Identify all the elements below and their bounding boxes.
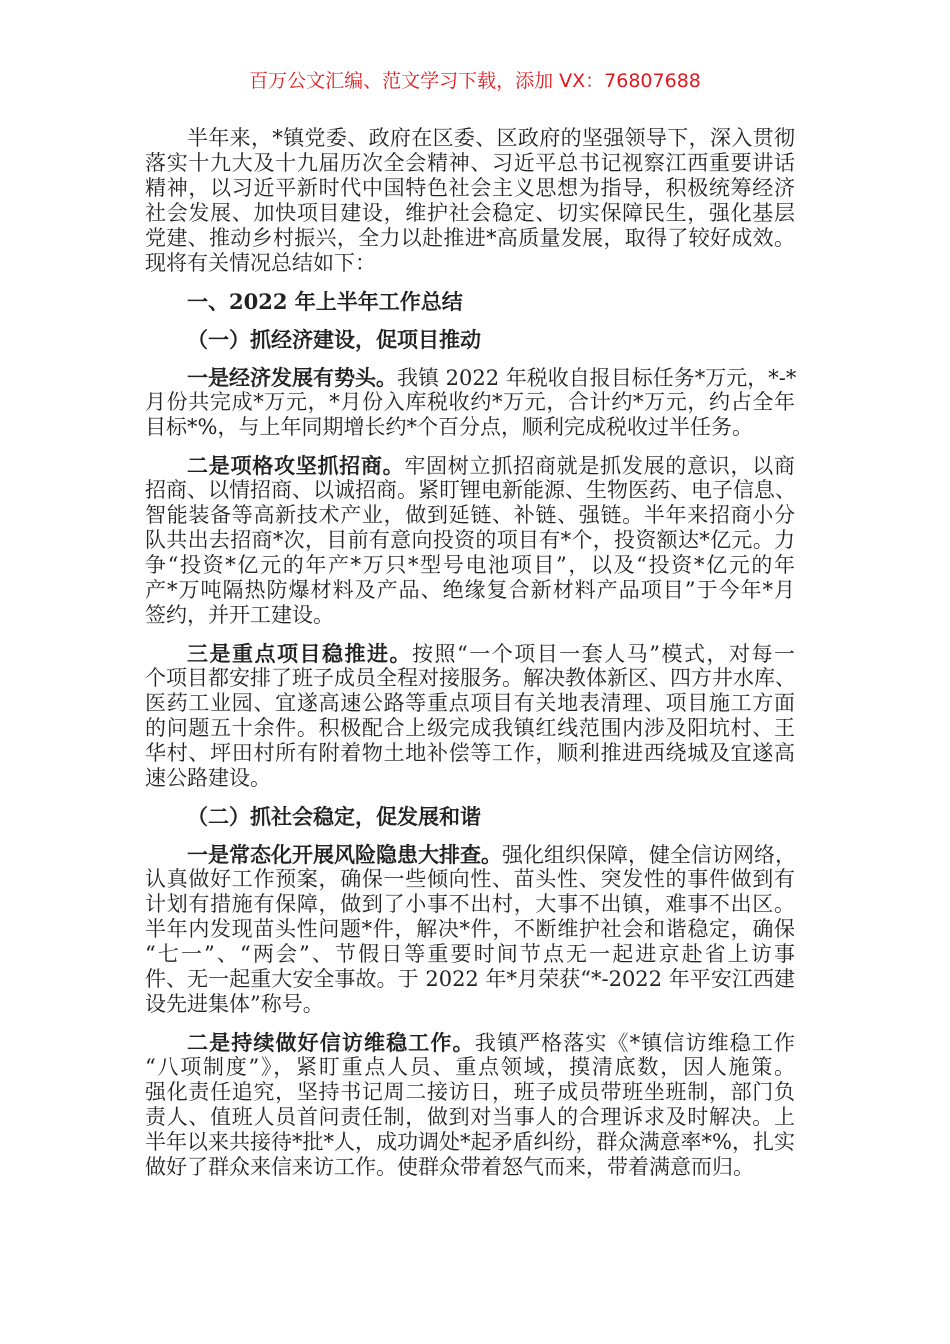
document-body	[145, 126, 795, 1180]
text-line	[145, 176, 795, 201]
text-line	[145, 151, 795, 176]
line-text: 计划有措施有保障，做到了小事不出村，大事不出镇，难事不出区。	[145, 892, 795, 916]
text-line	[145, 528, 795, 553]
text-line	[145, 942, 795, 967]
text-line	[145, 503, 795, 528]
line-text: 招商、以情招商、以诚招商。紧盯锂电新能源、生物医药、电子信息、	[145, 478, 796, 502]
line-text: 个项目都安排了班子成员全程对接服务。解决教体新区、四方井水库、	[145, 666, 796, 690]
line-text: （一）抓经济建设，促项目推动	[187, 327, 481, 352]
text-line	[145, 553, 795, 578]
line-text: 件、无一起重大安全事故。于 2022 年*月荣获“*-2022 年平安江西建	[145, 967, 795, 991]
line-text: 签约，并开工建设。	[145, 603, 334, 627]
line-text: 医药工业园、宜遂高速公路等重点项目有关地表清理、项目施工方面	[145, 691, 795, 715]
text-line	[145, 804, 795, 829]
paragraph-lead: 一是常态化开展风险隐患大排查。	[187, 842, 502, 867]
paragraph-lead: 一是经济发展有势头。	[187, 365, 397, 390]
line-text: 强化责任追究，坚持书记周二接访日，班子成员带班坐班制，部门负	[145, 1080, 795, 1104]
line-text: 我镇严格落实《*镇信访维稳工作	[474, 1031, 796, 1055]
section-heading	[145, 804, 795, 829]
text-line	[145, 453, 795, 478]
paragraph	[145, 842, 795, 1017]
line-text: 党建、推动乡村振兴，全力以赴推进*高质量发展，取得了较好成效。	[145, 226, 795, 250]
watermark-banner: 百万公文汇编、范文学习下载，添加 VX：76807688	[249, 70, 701, 92]
line-text: 队共出去招商*次，目前有意向投资的项目有*个，投资额达*亿元。力	[145, 528, 795, 552]
line-text: 设先进集体”称号。	[145, 992, 324, 1016]
line-text: 智能装备等高新技术产业，做到延链、补链、强链。半年来招商小分	[145, 503, 795, 527]
text-line	[145, 691, 795, 716]
paragraph-lead: 三是重点项目稳推进。	[187, 641, 413, 666]
line-text: 责人、值班人员首问责任制，做到对当事人的合理诉求及时解决。上	[145, 1105, 795, 1129]
line-text: 社会发展、加快项目建设，维护社会稳定、切实保障民生，强化基层	[145, 201, 795, 225]
text-line	[145, 666, 795, 691]
line-text: 半年来，*镇党委、政府在区委、区政府的坚强领导下，深入贯彻	[187, 126, 795, 150]
paragraph	[145, 453, 795, 628]
text-line	[145, 967, 795, 992]
text-line	[145, 390, 795, 415]
line-text: 强化组织保障，健全信访网络，	[502, 843, 796, 867]
text-line	[145, 741, 795, 766]
line-text: 争“投资*亿元的年产*万只*型号电池项目”，以及“投资*亿元的年	[145, 553, 795, 577]
text-line	[145, 1055, 795, 1080]
line-text: 半年以来共接待*批*人，成功调处*起矛盾纠纷，群众满意率*%，扎实	[145, 1130, 795, 1154]
paragraph-lead: 二是持续做好信访维稳工作。	[187, 1030, 475, 1055]
text-line	[145, 1155, 795, 1180]
text-line	[145, 992, 795, 1017]
paragraph-lead: 二是项格攻坚抓招商。	[187, 453, 405, 478]
text-line	[145, 578, 795, 603]
text-line	[145, 867, 795, 892]
line-text: 速公路建设。	[145, 766, 271, 790]
paragraph	[145, 126, 795, 276]
line-text: 按照“一个项目一套人马”模式，对每一	[412, 642, 795, 666]
text-line	[145, 251, 795, 276]
text-line	[145, 603, 795, 628]
line-text: 月份共完成*万元，*月份入库税收约*万元，合计约*万元，约占全年	[145, 390, 795, 414]
text-line	[145, 365, 795, 390]
text-line	[145, 917, 795, 942]
line-text: 华村、坪田村所有附着物土地补偿等工作，顺利推进西绕城及宜遂高	[145, 741, 795, 765]
line-text: 我镇 2022 年税收自报目标任务*万元，*-*	[397, 366, 797, 390]
line-text: 产*万吨隔热防爆材料及产品、绝缘复合新材料产品项目”于今年*月	[145, 578, 795, 602]
line-text: 现将有关情况总结如下：	[145, 251, 376, 275]
text-line	[145, 1105, 795, 1130]
text-line	[145, 226, 795, 251]
text-line	[145, 1130, 795, 1155]
paragraph	[145, 365, 795, 440]
line-text: “八项制度”》，紧盯重点人员、重点领域，摸清底数，因人施策。	[145, 1055, 795, 1079]
line-text: 落实十九大及十九届历次全会精神、习近平总书记视察江西重要讲话	[145, 151, 795, 175]
text-line	[145, 126, 795, 151]
line-text: “七一”、“两会”、节假日等重要时间节点无一起进京赴省上访事	[145, 942, 795, 966]
line-text: 牢固树立抓招商就是抓发展的意识，以商	[404, 454, 796, 478]
text-line	[145, 201, 795, 226]
text-line	[145, 289, 795, 314]
text-line	[145, 716, 795, 741]
section-heading	[145, 289, 795, 314]
paragraph	[145, 641, 795, 791]
text-line	[145, 1030, 795, 1055]
line-text: 的问题五十余件。积极配合上级完成我镇红线范围内涉及阳坑村、王	[145, 716, 795, 740]
text-line	[145, 842, 795, 867]
text-line	[145, 641, 795, 666]
section-heading	[145, 327, 795, 352]
line-text: 目标*%，与上年同期增长约*个百分点，顺利完成税收过半任务。	[145, 415, 753, 439]
line-text: （二）抓社会稳定，促发展和谐	[187, 804, 481, 829]
line-text: 精神，以习近平新时代中国特色社会主义思想为指导，积极统筹经济	[145, 176, 795, 200]
line-text: 一、2022 年上半年工作总结	[187, 289, 463, 314]
line-text: 做好了群众来信来访工作。使群众带着怒气而来，带着满意而归。	[145, 1155, 754, 1179]
paragraph	[145, 1030, 795, 1180]
text-line	[145, 415, 795, 440]
text-line	[145, 1080, 795, 1105]
text-line	[145, 766, 795, 791]
text-line	[145, 478, 795, 503]
line-text: 半年内发现苗头性问题*件，解决*件，不断维护社会和谐稳定，确保	[145, 917, 795, 941]
text-line	[145, 327, 795, 352]
line-text: 认真做好工作预案，确保一些倾向性、苗头性、突发性的事件做到有	[145, 867, 795, 891]
text-line	[145, 892, 795, 917]
